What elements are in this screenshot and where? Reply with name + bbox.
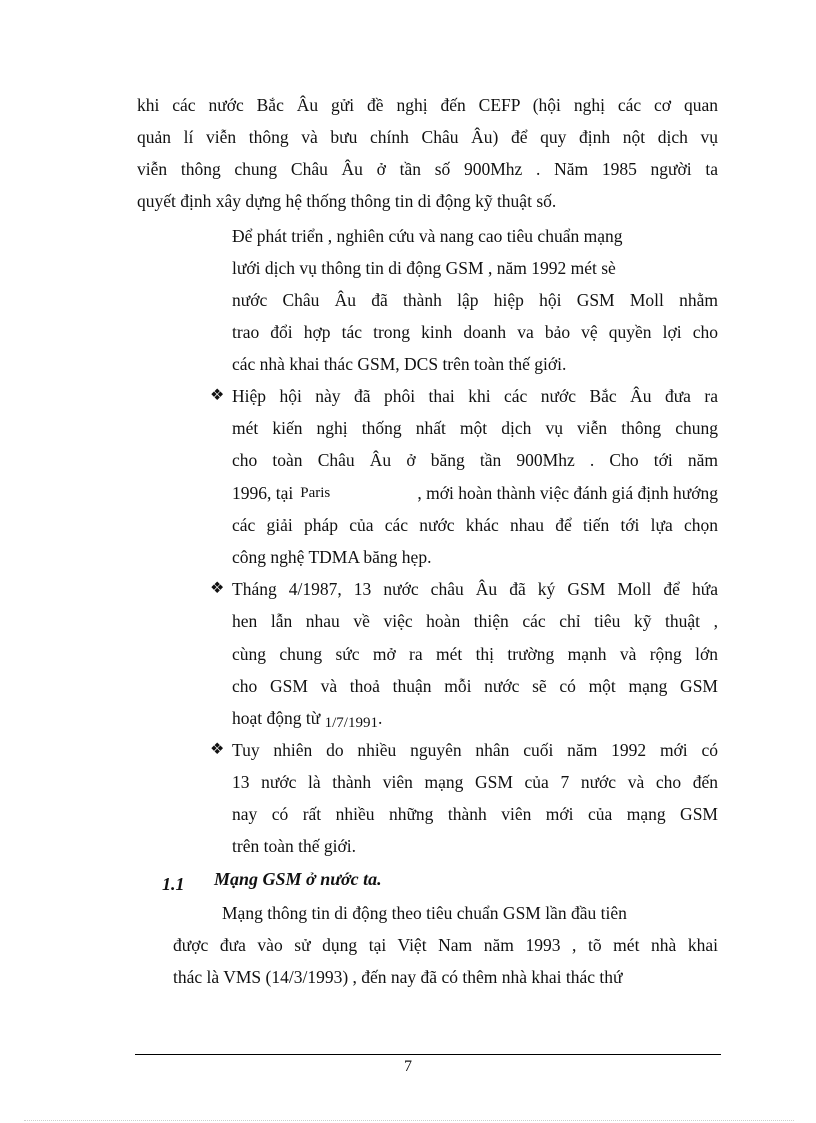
bullet-line: các giải pháp của các nước khác nhau để tiến tới lựa chọn [232, 515, 718, 535]
text-run: . [377, 708, 383, 728]
paragraph-line: trao đổi hợp tác trong kinh doanh va bảo vệ quyền lợi cho [232, 322, 718, 342]
page-number: 7 [404, 1058, 412, 1075]
paragraph-line: viễn thông chung Châu Âu ở tần số 900Mhz . Năm 1985 người ta [137, 159, 718, 179]
paragraph-line: quyết định xây dựng hệ thống thông tin di động kỹ thuật số. [137, 191, 557, 211]
diamond-bullet-icon: ❖ [210, 387, 225, 404]
section-number: 1.1 [162, 874, 185, 894]
bullet-line: Hiệp hội này đã phôi thai khi các nước Bắc Âu đưa ra [232, 386, 718, 406]
paragraph-line: nước Châu Âu đã thành lập hiệp hội GSM Moll nhằm [232, 290, 718, 310]
bullet-line: cho toàn Châu Âu ở băng tần 900Mhz . Cho tới năm [232, 450, 718, 470]
bullet-line: trên toàn thế giới. [232, 836, 356, 856]
bullet-line [232, 707, 382, 734]
paragraph-line: các nhà khai thác GSM, DCS trên toàn thế giới. [232, 354, 567, 374]
bullet-line: cho GSM và thoả thuận mỗi nước sẽ có một mạng GSM [232, 676, 718, 696]
bullet-line: hen lẫn nhau về việc hoàn thiện các chỉ tiêu kỹ thuật , [232, 611, 718, 631]
bullet-line: công nghệ TDMA băng hẹp. [232, 547, 432, 567]
bullet-line: mét kiến nghị thống nhất một dịch vụ viễn thông chung [232, 418, 718, 438]
section-title: Mạng GSM ở nước ta. [214, 869, 382, 889]
paragraph-line: được đưa vào sử dụng tại Việt Nam năm 1993 , tõ mét nhà khai [173, 935, 718, 955]
paragraph-line: quản lí viễn thông và bưu chính Châu Âu) để quy định nột dịch vụ [137, 127, 718, 147]
text-run: , mới hoàn thành việc đánh giá định hướng [417, 483, 718, 503]
paragraph-line: lưới dịch vụ thông tin di động GSM , năm 1992 mét sè [232, 258, 616, 278]
text-run: hoạt động từ [232, 708, 321, 728]
bullet-line: cùng chung sức mở ra mét thị trường mạnh và rộng lớn [232, 644, 718, 664]
diamond-bullet-icon: ❖ [210, 580, 225, 597]
bullet-line: nay có rất nhiều những thành viên mới của mạng GSM [232, 804, 718, 824]
paragraph-line: Để phát triển , nghiên cứu và nang cao tiêu chuẩn mạng [232, 226, 623, 246]
footer-divider [135, 1054, 721, 1055]
text-run: 1996, tại [232, 483, 294, 503]
paragraph-line: Mạng thông tin di động theo tiêu chuẩn GSM lần đầu tiên [222, 903, 627, 923]
bullet-line: Tháng 4/1987, 13 nước châu Âu đã ký GSM Moll để hứa [232, 579, 718, 599]
place-name: Paris [300, 485, 331, 501]
diamond-bullet-icon: ❖ [210, 741, 225, 758]
paragraph-line: thác là VMS (14/3/1993) , đến nay đã có thêm nhà khai thác thứ [173, 967, 623, 987]
paragraph-line: khi các nước Bắc Âu gửi đề nghị đến CEFP (hội nghị các cơ quan [137, 95, 718, 115]
bullet-line: 13 nước là thành viên mạng GSM của 7 nước và cho đến [232, 772, 718, 792]
page-edge-divider [24, 1120, 794, 1121]
bullet-line: Tuy nhiên do nhiều nguyên nhân cuối năm 1992 mới có [232, 740, 718, 760]
date-text: 1/7/1991 [324, 715, 378, 731]
bullet-line [232, 482, 718, 504]
